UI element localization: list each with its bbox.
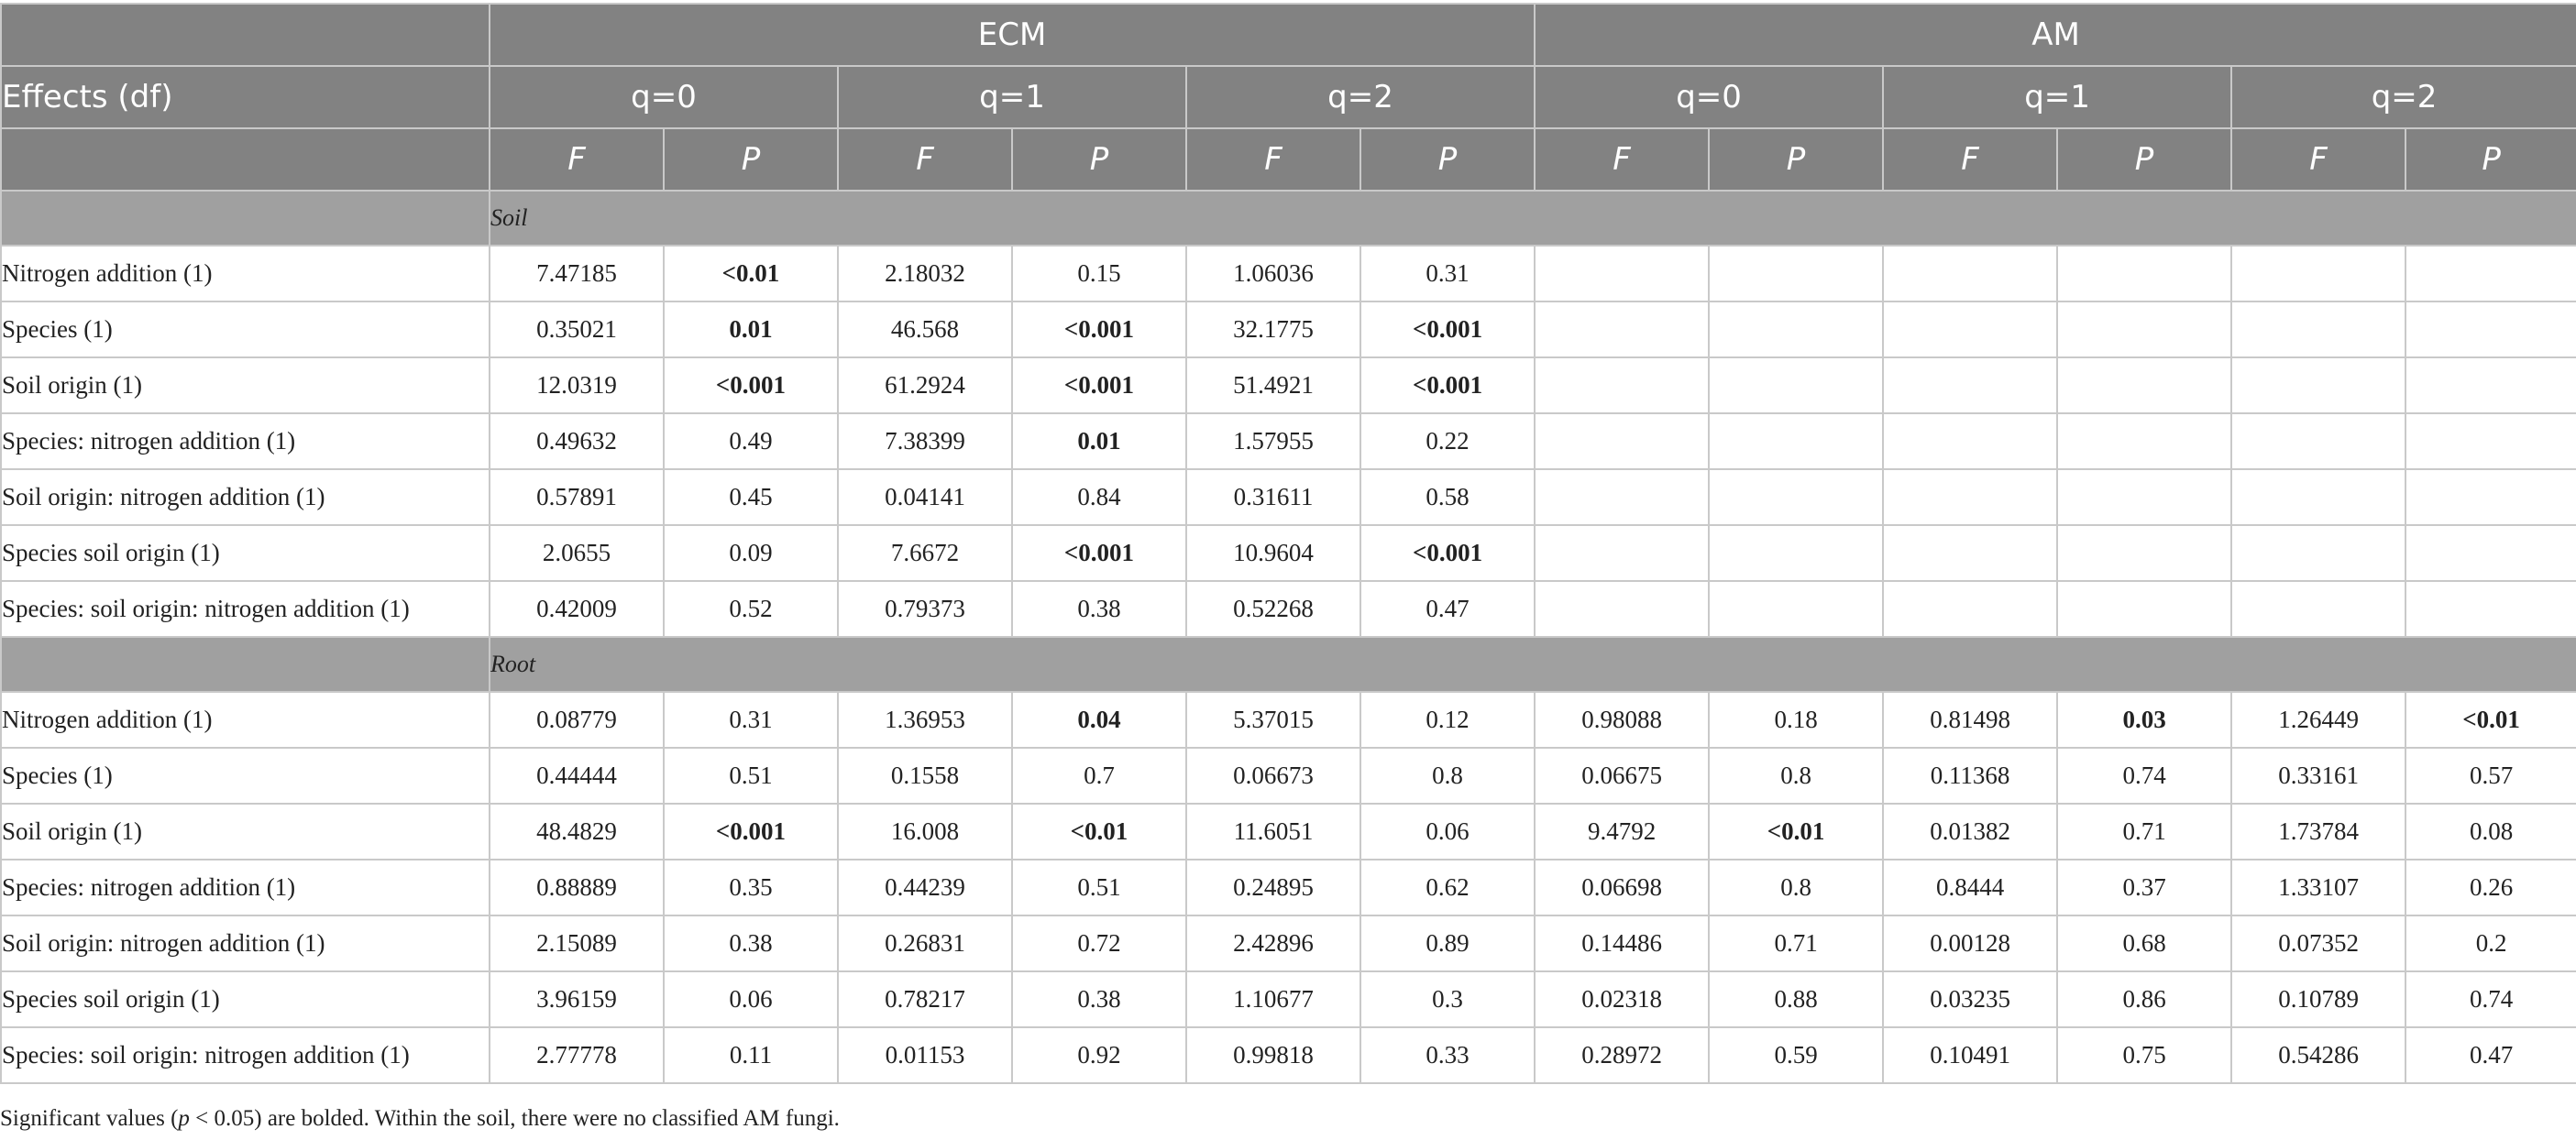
p-value-cell: 0.26 — [2405, 860, 2576, 915]
f-value-cell — [2231, 301, 2405, 357]
f-value-cell: 0.14486 — [1535, 915, 1709, 971]
effect-label: Soil origin (1) — [1, 357, 490, 413]
f-value-cell: 48.4829 — [490, 804, 664, 860]
p-header: P — [1709, 128, 1883, 191]
f-value-cell: 0.26831 — [838, 915, 1012, 971]
p-value-cell: <0.001 — [1360, 301, 1535, 357]
f-value-cell: 0.99818 — [1186, 1027, 1360, 1083]
f-value-cell: 0.79373 — [838, 581, 1012, 637]
p-value-cell — [2405, 301, 2576, 357]
p-value-cell: 0.33 — [1360, 1027, 1535, 1083]
section-row — [1, 191, 2576, 246]
p-value-cell: 0.8 — [1360, 748, 1535, 804]
group-am-header: AM — [1535, 4, 2576, 66]
p-value-cell: 0.3 — [1360, 971, 1535, 1027]
f-value-cell: 9.4792 — [1535, 804, 1709, 860]
p-value-cell: <0.001 — [664, 804, 838, 860]
effect-label: Soil origin: nitrogen addition (1) — [1, 915, 490, 971]
f-value-cell: 0.06673 — [1186, 748, 1360, 804]
p-value-cell — [2057, 246, 2231, 301]
f-value-cell — [2231, 525, 2405, 581]
p-value-cell — [1709, 357, 1883, 413]
f-value-cell: 16.008 — [838, 804, 1012, 860]
p-value-cell — [1709, 246, 1883, 301]
p-value-cell: <0.001 — [1012, 357, 1186, 413]
f-value-cell: 0.81498 — [1883, 692, 2057, 748]
f-value-cell — [2231, 581, 2405, 637]
effect-label: Nitrogen addition (1) — [1, 692, 490, 748]
p-value-cell: 0.18 — [1709, 692, 1883, 748]
f-value-cell: 0.28972 — [1535, 1027, 1709, 1083]
f-value-cell: 0.31611 — [1186, 469, 1360, 525]
f-value-cell: 2.0655 — [490, 525, 664, 581]
p-value-cell — [2405, 469, 2576, 525]
f-value-cell: 7.47185 — [490, 246, 664, 301]
f-value-cell — [1883, 301, 2057, 357]
f-value-cell: 0.11368 — [1883, 748, 2057, 804]
f-value-cell: 7.38399 — [838, 413, 1012, 469]
f-value-cell: 0.98088 — [1535, 692, 1709, 748]
f-value-cell: 0.33161 — [2231, 748, 2405, 804]
p-value-cell — [2405, 413, 2576, 469]
f-value-cell: 0.52268 — [1186, 581, 1360, 637]
stat-header-blank — [1, 128, 490, 191]
f-value-cell — [1883, 581, 2057, 637]
p-value-cell — [1709, 301, 1883, 357]
table-row — [1, 915, 2576, 971]
table-row — [1, 581, 2576, 637]
p-value-cell: 0.31 — [664, 692, 838, 748]
p-value-cell: 0.22 — [1360, 413, 1535, 469]
f-value-cell: 0.06698 — [1535, 860, 1709, 915]
f-value-cell: 0.03235 — [1883, 971, 2057, 1027]
effect-label: Species soil origin (1) — [1, 971, 490, 1027]
p-value-cell: 0.11 — [664, 1027, 838, 1083]
f-value-cell: 1.33107 — [2231, 860, 2405, 915]
p-value-cell: 0.71 — [2057, 804, 2231, 860]
anova-table — [0, 3, 2576, 1084]
f-value-cell: 2.18032 — [838, 246, 1012, 301]
f-value-cell — [1883, 357, 2057, 413]
effect-label: Nitrogen addition (1) — [1, 246, 490, 301]
q-header: q=2 — [1186, 66, 1535, 128]
table-row — [1, 1027, 2576, 1083]
p-value-cell: 0.38 — [1012, 971, 1186, 1027]
p-value-cell: 0.8 — [1709, 860, 1883, 915]
effect-label: Species: soil origin: nitrogen addition (1) — [1, 581, 490, 637]
f-value-cell: 0.35021 — [490, 301, 664, 357]
q-header: q=1 — [1883, 66, 2231, 128]
f-value-cell — [1535, 413, 1709, 469]
f-value-cell: 0.78217 — [838, 971, 1012, 1027]
f-value-cell: 1.10677 — [1186, 971, 1360, 1027]
p-value-cell: 0.06 — [1360, 804, 1535, 860]
footnote-text-end: < 0.05) are bolded. Within the soil, there were no classified AM fungi. — [189, 1106, 840, 1131]
f-value-cell: 0.44239 — [838, 860, 1012, 915]
q-header: q=0 — [490, 66, 838, 128]
f-value-cell — [2231, 357, 2405, 413]
p-value-cell: 0.06 — [664, 971, 838, 1027]
f-value-cell: 10.9604 — [1186, 525, 1360, 581]
f-value-cell: 0.01382 — [1883, 804, 2057, 860]
f-value-cell: 51.4921 — [1186, 357, 1360, 413]
p-value-cell: 0.86 — [2057, 971, 2231, 1027]
table-row — [1, 748, 2576, 804]
table-row — [1, 413, 2576, 469]
p-value-cell — [1709, 581, 1883, 637]
p-value-cell: 0.03 — [2057, 692, 2231, 748]
table-row — [1, 246, 2576, 301]
f-header: F — [1883, 128, 2057, 191]
p-value-cell: 0.47 — [1360, 581, 1535, 637]
f-value-cell: 0.08779 — [490, 692, 664, 748]
p-value-cell — [2057, 413, 2231, 469]
section-label: Soil — [490, 191, 2576, 246]
p-value-cell: 0.12 — [1360, 692, 1535, 748]
f-value-cell: 0.44444 — [490, 748, 664, 804]
p-value-cell — [2405, 525, 2576, 581]
p-value-cell: 0.8 — [1709, 748, 1883, 804]
effect-label: Species (1) — [1, 301, 490, 357]
section-row-blank — [1, 191, 490, 246]
f-value-cell: 0.10491 — [1883, 1027, 2057, 1083]
p-value-cell: <0.001 — [1012, 525, 1186, 581]
f-value-cell: 5.37015 — [1186, 692, 1360, 748]
p-header: P — [2405, 128, 2576, 191]
p-value-cell — [2057, 469, 2231, 525]
f-value-cell — [1883, 246, 2057, 301]
p-value-cell: 0.7 — [1012, 748, 1186, 804]
p-value-cell: <0.001 — [1360, 525, 1535, 581]
header-corner — [1, 4, 490, 66]
p-value-cell: 0.49 — [664, 413, 838, 469]
p-value-cell: <0.01 — [1012, 804, 1186, 860]
p-value-cell: 0.35 — [664, 860, 838, 915]
p-value-cell: 0.47 — [2405, 1027, 2576, 1083]
p-value-cell: 0.89 — [1360, 915, 1535, 971]
f-value-cell — [1883, 469, 2057, 525]
f-header: F — [1535, 128, 1709, 191]
q-header: q=1 — [838, 66, 1186, 128]
p-value-cell — [2405, 357, 2576, 413]
p-value-cell: 0.84 — [1012, 469, 1186, 525]
table-footnote — [0, 1106, 840, 1132]
p-header: P — [2057, 128, 2231, 191]
f-value-cell: 0.54286 — [2231, 1027, 2405, 1083]
effect-label: Soil origin: nitrogen addition (1) — [1, 469, 490, 525]
footnote-p-symbol: p — [178, 1106, 190, 1131]
p-value-cell — [1709, 469, 1883, 525]
p-value-cell: <0.01 — [1709, 804, 1883, 860]
p-value-cell: 0.08 — [2405, 804, 2576, 860]
f-header: F — [2231, 128, 2405, 191]
f-value-cell: 46.568 — [838, 301, 1012, 357]
p-value-cell: 0.38 — [664, 915, 838, 971]
f-value-cell — [2231, 246, 2405, 301]
effect-label: Species: nitrogen addition (1) — [1, 413, 490, 469]
f-value-cell: 12.0319 — [490, 357, 664, 413]
f-value-cell: 1.06036 — [1186, 246, 1360, 301]
f-value-cell: 32.1775 — [1186, 301, 1360, 357]
f-value-cell — [1535, 357, 1709, 413]
f-value-cell: 11.6051 — [1186, 804, 1360, 860]
p-value-cell: 0.58 — [1360, 469, 1535, 525]
f-header: F — [490, 128, 664, 191]
section-label: Root — [490, 637, 2576, 692]
p-value-cell: 0.2 — [2405, 915, 2576, 971]
f-value-cell — [1535, 301, 1709, 357]
f-value-cell: 0.24895 — [1186, 860, 1360, 915]
p-value-cell: 0.74 — [2405, 971, 2576, 1027]
p-value-cell — [2057, 525, 2231, 581]
p-value-cell: <0.01 — [664, 246, 838, 301]
f-value-cell — [1535, 246, 1709, 301]
p-value-cell: 0.51 — [1012, 860, 1186, 915]
table-row — [1, 692, 2576, 748]
f-value-cell — [1883, 525, 2057, 581]
f-value-cell: 7.6672 — [838, 525, 1012, 581]
p-value-cell — [2057, 357, 2231, 413]
p-value-cell: 0.92 — [1012, 1027, 1186, 1083]
p-value-cell — [2057, 301, 2231, 357]
p-value-cell: 0.52 — [664, 581, 838, 637]
p-value-cell: 0.04 — [1012, 692, 1186, 748]
effect-label: Species: nitrogen addition (1) — [1, 860, 490, 915]
section-row — [1, 637, 2576, 692]
f-value-cell — [1535, 581, 1709, 637]
f-value-cell: 1.26449 — [2231, 692, 2405, 748]
p-value-cell: 0.59 — [1709, 1027, 1883, 1083]
f-value-cell: 2.42896 — [1186, 915, 1360, 971]
p-value-cell: 0.57 — [2405, 748, 2576, 804]
f-value-cell: 1.36953 — [838, 692, 1012, 748]
f-value-cell — [1535, 525, 1709, 581]
f-value-cell: 1.57955 — [1186, 413, 1360, 469]
p-value-cell: 0.09 — [664, 525, 838, 581]
table-body — [1, 191, 2576, 1083]
group-ecm-header: ECM — [490, 4, 1535, 66]
f-value-cell: 0.02318 — [1535, 971, 1709, 1027]
p-value-cell: 0.51 — [664, 748, 838, 804]
p-value-cell: <0.001 — [1012, 301, 1186, 357]
f-value-cell — [1883, 413, 2057, 469]
f-value-cell: 0.10789 — [2231, 971, 2405, 1027]
p-value-cell: 0.15 — [1012, 246, 1186, 301]
group-header-row — [1, 4, 2576, 66]
p-value-cell: <0.001 — [664, 357, 838, 413]
effect-label: Species soil origin (1) — [1, 525, 490, 581]
f-value-cell: 0.04141 — [838, 469, 1012, 525]
section-row-blank — [1, 637, 490, 692]
p-value-cell: 0.45 — [664, 469, 838, 525]
table-row — [1, 804, 2576, 860]
p-value-cell: <0.001 — [1360, 357, 1535, 413]
f-value-cell: 1.73784 — [2231, 804, 2405, 860]
f-value-cell: 0.00128 — [1883, 915, 2057, 971]
effect-label: Species: soil origin: nitrogen addition (1) — [1, 1027, 490, 1083]
f-value-cell: 0.06675 — [1535, 748, 1709, 804]
p-value-cell: 0.68 — [2057, 915, 2231, 971]
f-value-cell: 2.15089 — [490, 915, 664, 971]
f-value-cell — [1535, 469, 1709, 525]
p-value-cell: 0.72 — [1012, 915, 1186, 971]
table-row — [1, 357, 2576, 413]
f-value-cell: 0.1558 — [838, 748, 1012, 804]
p-value-cell — [2405, 581, 2576, 637]
p-header: P — [1360, 128, 1535, 191]
p-value-cell — [1709, 413, 1883, 469]
f-header: F — [838, 128, 1012, 191]
p-value-cell: 0.01 — [664, 301, 838, 357]
table-row — [1, 971, 2576, 1027]
q-header: q=0 — [1535, 66, 1883, 128]
f-value-cell: 0.57891 — [490, 469, 664, 525]
q-header-row — [1, 66, 2576, 128]
p-value-cell — [2405, 246, 2576, 301]
p-value-cell: 0.37 — [2057, 860, 2231, 915]
p-value-cell — [2057, 581, 2231, 637]
p-value-cell: 0.71 — [1709, 915, 1883, 971]
p-value-cell: 0.31 — [1360, 246, 1535, 301]
p-value-cell: 0.62 — [1360, 860, 1535, 915]
p-value-cell — [1709, 525, 1883, 581]
f-value-cell: 61.2924 — [838, 357, 1012, 413]
table-row — [1, 301, 2576, 357]
f-value-cell: 0.07352 — [2231, 915, 2405, 971]
f-value-cell — [2231, 413, 2405, 469]
p-value-cell: 0.75 — [2057, 1027, 2231, 1083]
stat-header-row — [1, 128, 2576, 191]
p-header: P — [664, 128, 838, 191]
p-value-cell: 0.88 — [1709, 971, 1883, 1027]
f-value-cell: 0.8444 — [1883, 860, 2057, 915]
f-value-cell: 0.88889 — [490, 860, 664, 915]
f-value-cell: 3.96159 — [490, 971, 664, 1027]
p-value-cell: 0.01 — [1012, 413, 1186, 469]
f-value-cell: 0.42009 — [490, 581, 664, 637]
effect-label: Species (1) — [1, 748, 490, 804]
p-value-cell: <0.01 — [2405, 692, 2576, 748]
effects-column-header: Effects (df) — [1, 66, 490, 128]
f-value-cell: 2.77778 — [490, 1027, 664, 1083]
p-value-cell: 0.38 — [1012, 581, 1186, 637]
effect-label: Soil origin (1) — [1, 804, 490, 860]
footnote-text-start: Significant values ( — [0, 1106, 179, 1131]
table-row — [1, 860, 2576, 915]
f-value-cell — [2231, 469, 2405, 525]
q-header: q=2 — [2231, 66, 2576, 128]
f-value-cell: 0.49632 — [490, 413, 664, 469]
table-row — [1, 469, 2576, 525]
p-value-cell: 0.74 — [2057, 748, 2231, 804]
f-header: F — [1186, 128, 1360, 191]
table-row — [1, 525, 2576, 581]
p-header: P — [1012, 128, 1186, 191]
f-value-cell: 0.01153 — [838, 1027, 1012, 1083]
